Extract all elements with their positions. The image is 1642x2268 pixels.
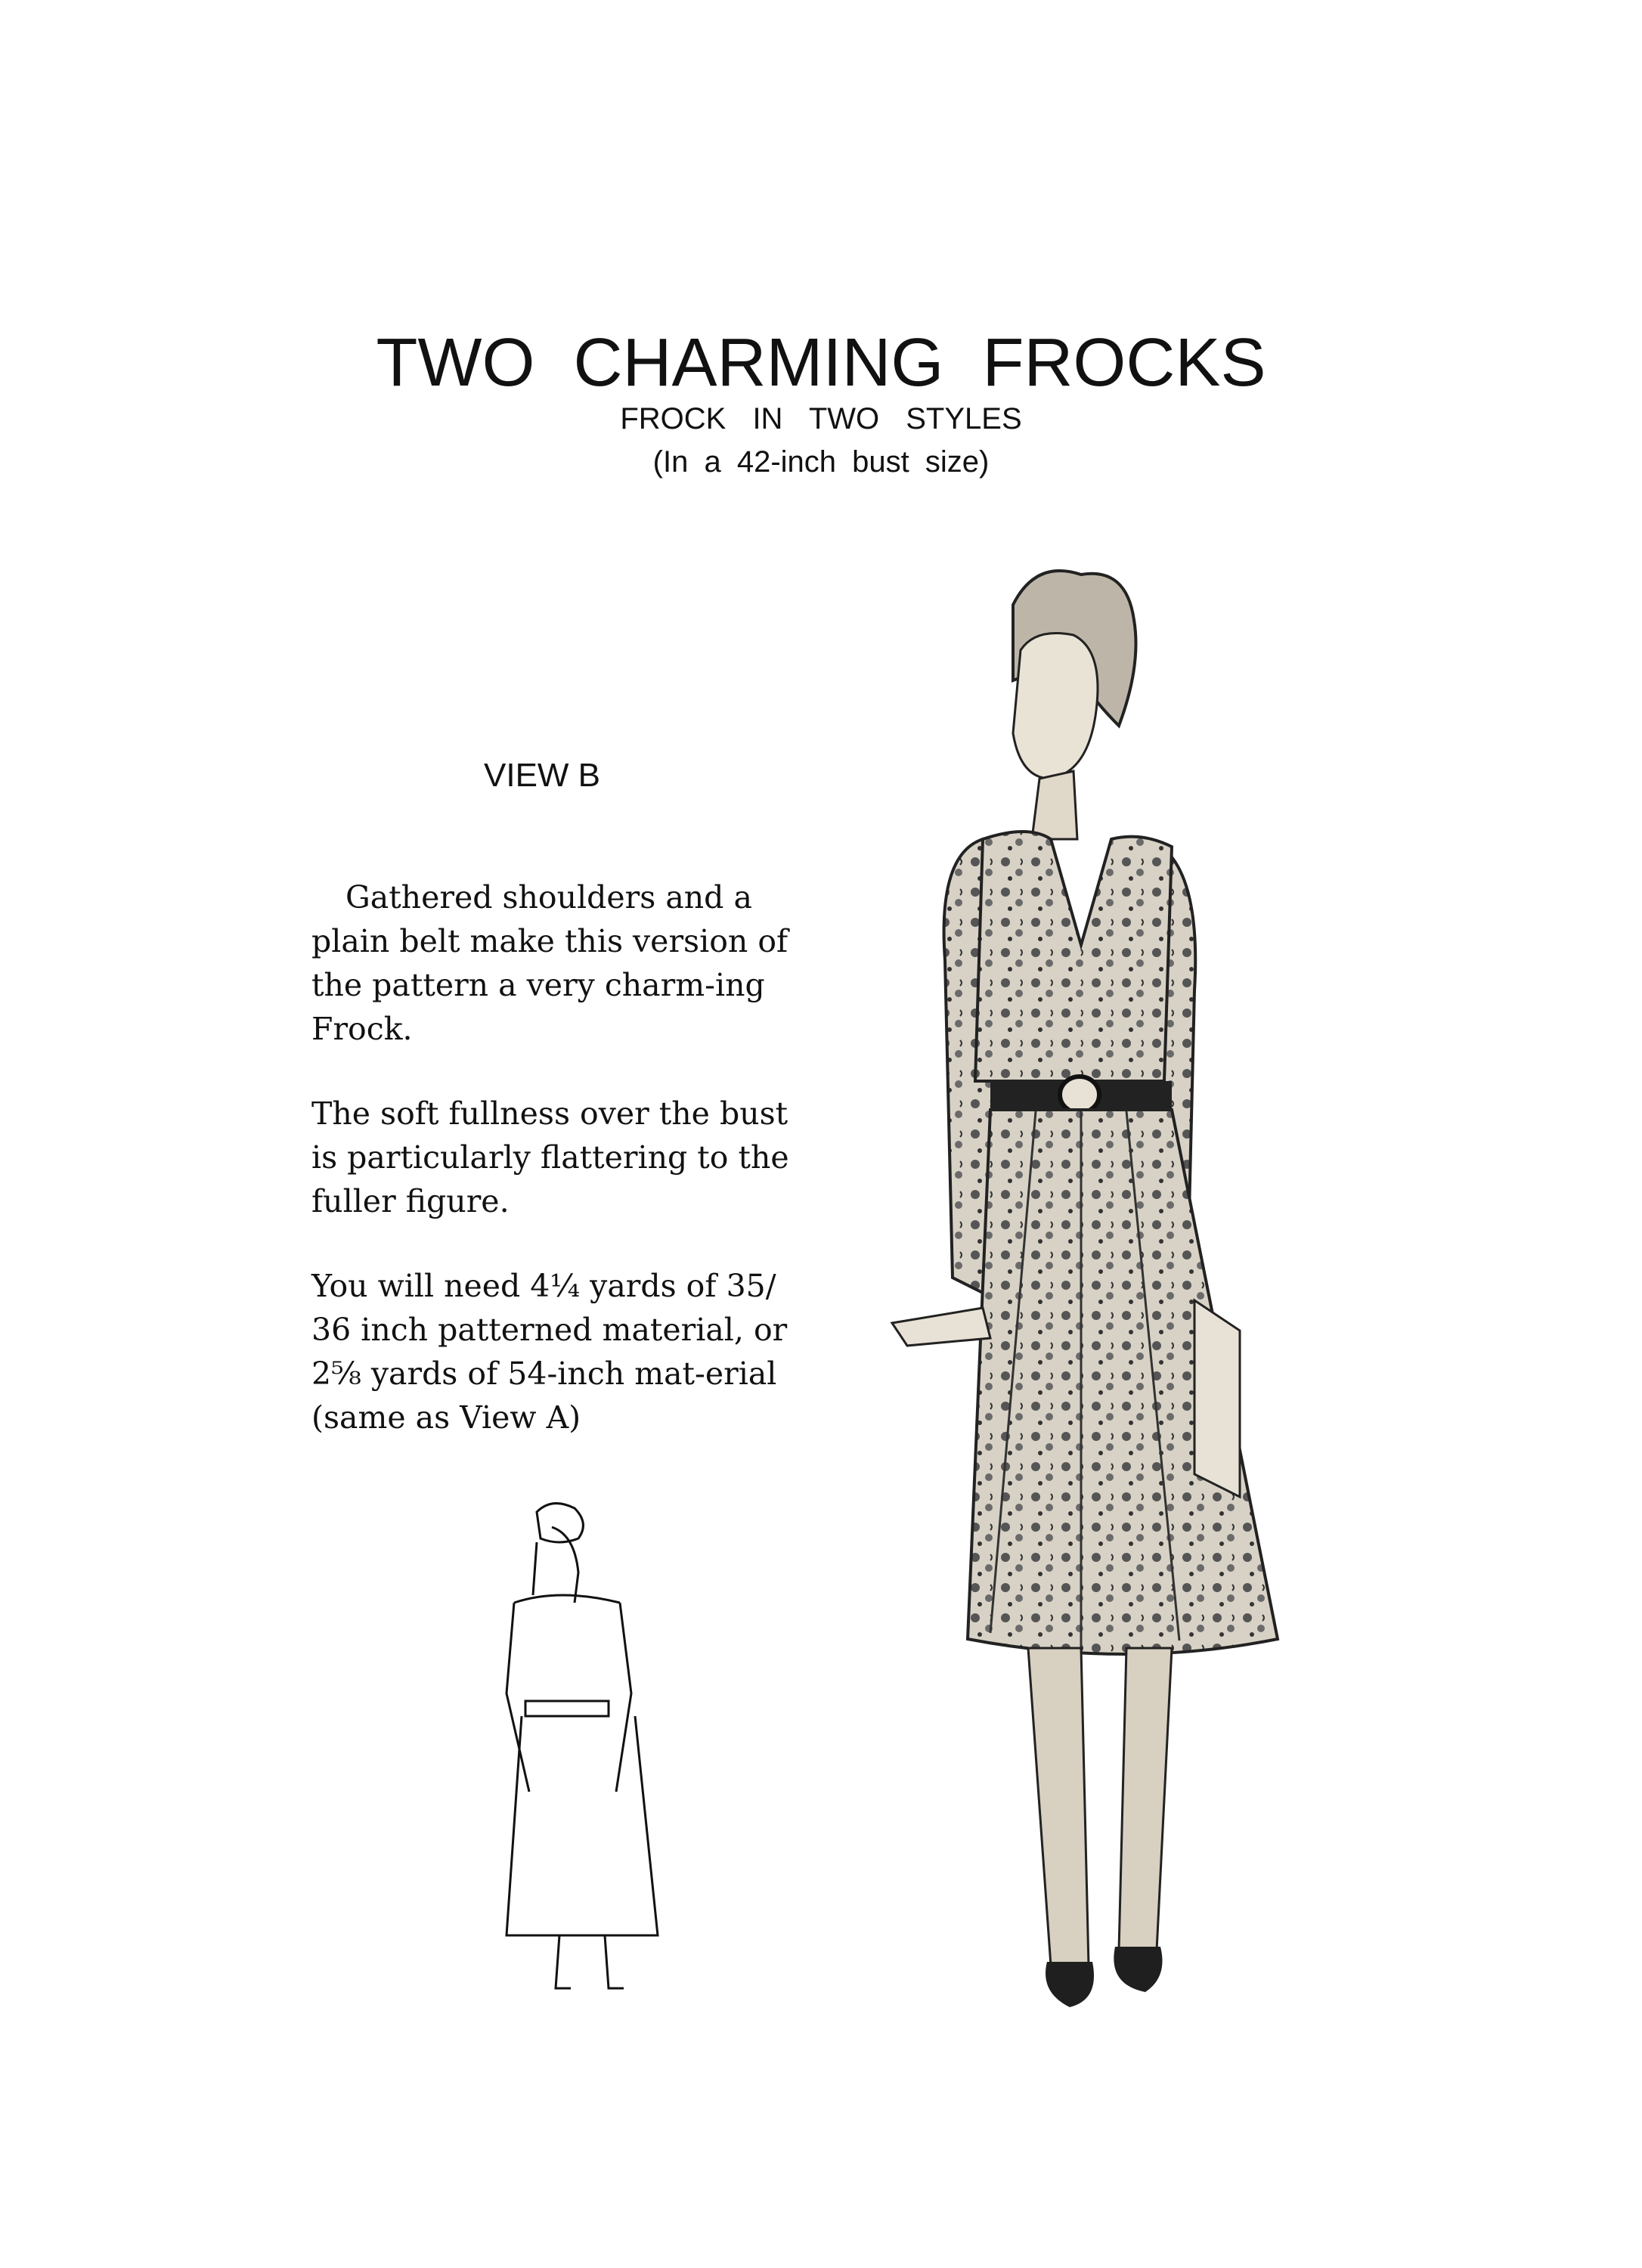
size-note: (In a 42-inch bust size)	[652, 445, 990, 479]
page-title: TWO CHARMING FROCKS	[376, 325, 1266, 401]
front-view-dress-illustration	[877, 552, 1376, 2064]
description-paragraph-2: The soft fullness over the bust is particularly flattering to the fuller figure.	[311, 1095, 789, 1219]
page-subtitle: FROCK IN TWO STYLES	[620, 402, 1022, 435]
description-paragraph-3: You will need 4¼ yards of 35/ 36 inch patterned material, or 2⅝ yards of 54-inch mat-erial (same as View A)	[311, 1268, 788, 1436]
view-label: VIEW B	[484, 757, 601, 794]
description-paragraph-1: Gathered shoulders and a plain belt make this version of the pattern a very charm-ing Frock.	[311, 879, 788, 1047]
back-view-dress-line-drawing	[484, 1497, 680, 1996]
